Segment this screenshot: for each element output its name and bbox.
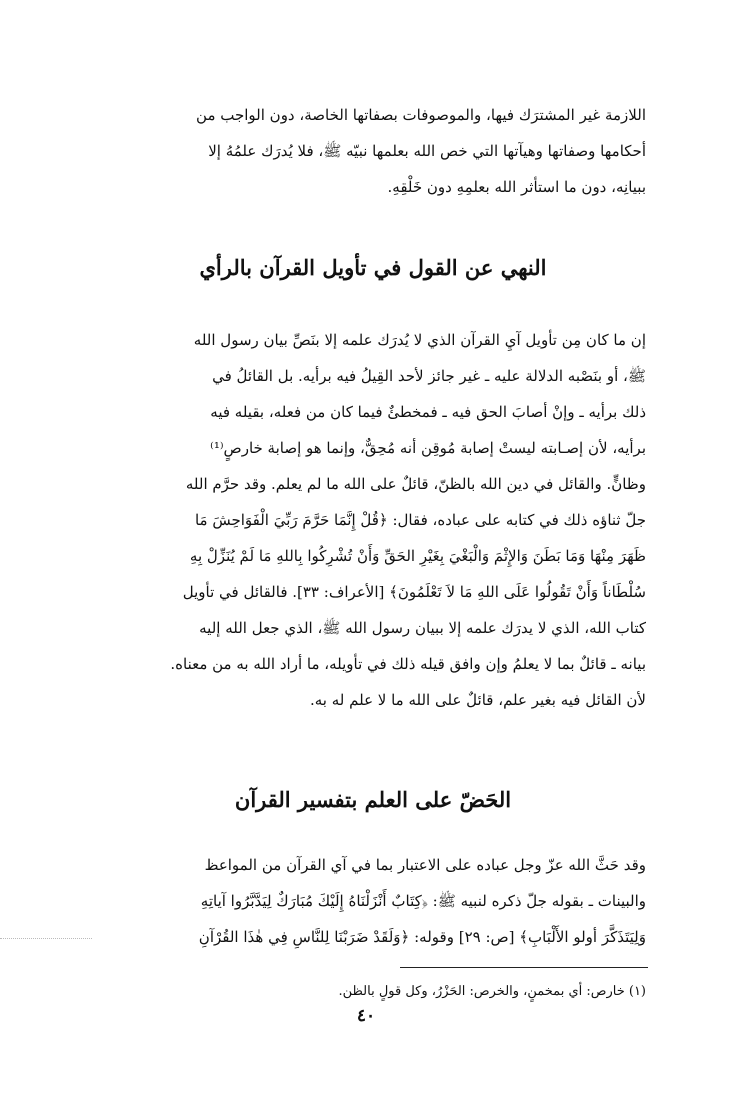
text-line: سُلْطَاناً وَأَنْ تَقُولُوا عَلَى اللهِ مَا لاَ تَعْلَمُونَ﴾ [الأعراف: ٣٣]. فالقائل في تأويل: [182, 583, 646, 601]
text-line: إن ما كان مِن تأويل آيِ القرآن الذي لا يُدرَك علمه إلا بنَصِّ بيان رسول الله: [193, 331, 646, 349]
text-line: ظَهَرَ مِنْهَا وَمَا بَطَنَ وَالإِثْمَ وَالْبَغْيَ بِغَيْرِ الحَقِّ وَأَنْ تُشْرِكُوا بِاللهِ مَا لَمْ يُنَزِّلْ بِهِ: [189, 547, 646, 565]
text-line: لأن القائل فيه بغير علم، قائلٌ على الله ما لا علم له به.: [309, 691, 646, 709]
text-line: وَلِيَتَذَكَّرَ أولو الأَلْبَابِ﴾ [ص: ٢٩] وقوله: ﴿وَلَقَدْ ضَرَبْنَا لِلنَّاسِ فِي هٰذَا القُرْآنِ: [198, 928, 646, 946]
text-line: أحكامها وصفاتها وهيآتها التي خص الله بعلمها نبيّه ﷺ، فلا يُدرَك علمُهُ إلا: [208, 142, 646, 160]
section-1-paragraph: [100, 322, 646, 718]
scan-margin-mark: [0, 938, 92, 939]
page-number: ٤٠: [356, 1006, 376, 1026]
footnote: (١) خارص: أي بمخمنٍ، والخرص: الحَزْرُ، وكل قولٍ بالظن.: [338, 984, 646, 999]
text-line: وقد حَثَّ الله عزّ وجل عباده على الاعتبار بما في آي القرآن من المواعظ: [204, 856, 646, 874]
footnote-divider: [400, 967, 648, 968]
text-line: كتاب الله، الذي لا يدرَك علمه إلا ببيان رسول الله ﷺ، الذي جعل الله إليه: [199, 619, 646, 637]
intro-paragraph: [100, 97, 646, 205]
text-line: بيانه ـ قائلٌ بما لا يعلمُ وإن وافق قيله ذلك في تأويله، ما أراد الله به من معناه.: [170, 655, 646, 673]
text-line: ببيانِه، دون ما استأثر الله بعلمِهِ دون خَلْقِهِ.: [387, 178, 646, 196]
section-heading-1: النهي عن القول في تأويل القرآن بالرأي: [199, 255, 547, 280]
section-2-paragraph: [100, 847, 646, 955]
text-line: والبينات ـ بقوله جلّ ذكره لنبيه ﷺ: ﴿كِتَابٌ أَنْزَلْنَاهُ إِلَيْكَ مُبَارَكٌ لِيَدَّبَّرُوا آياتِهِ: [200, 892, 646, 910]
text-line: وظانٍّ. والقائل في دين الله بالظنّ، قائلٌ على الله ما لم يعلم. وقد حرَّم الله: [185, 475, 646, 493]
text-line: ذلك برأيه ـ وإنْ أصابَ الحق فيه ـ فمخطئٌ فيما كان من فعله، بقيله فيه: [210, 403, 646, 421]
section-heading-2: الحَضّ على العلم بتفسير القرآن: [234, 787, 512, 812]
text-line: برأيه، لأن إصـابته ليستْ إصابة مُوقِن أنه مُحِقٌّ، وإنما هو إصابة خارصٍ⁽¹⁾: [210, 439, 646, 457]
text-line: اللازمة غير المشترَك فيها، والموصوفات بصفاتها الخاصة، دون الواجب من: [196, 106, 646, 124]
text-line: جلّ ثناؤه ذلك في كتابه على عباده، فقال: ﴿قُلْ إِنَّمَا حَرَّمَ رَبِّيَ الْفَوَاحِشَ مَا: [194, 511, 646, 529]
text-line: ﷺ، أو بنَصْبه الدلالة عليه ـ غير جائز لأحد القِيلُ فيه برأيه. بل القائلُ في: [212, 367, 646, 385]
